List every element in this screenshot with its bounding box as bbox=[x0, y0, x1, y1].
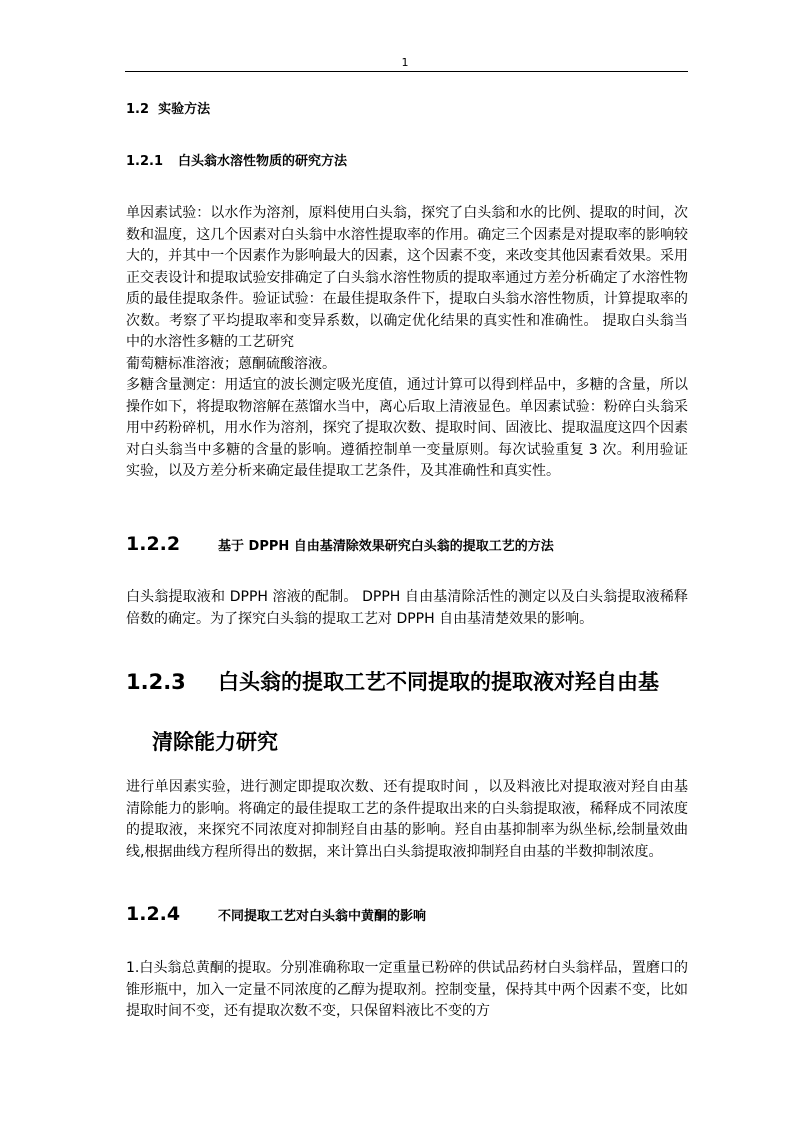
paragraph: 单因素试验：以水作为溶剂，原料使用白头翁，探究了白头翁和水的比例、提取的时间，次数和温度，这几个因素对白头翁中水溶性提取率的作用。确定三个因素是对提取率的影响较大的，并其中一个因素作为影响最大的因素，这个因素不变，来改变其他因素看效果。采用正交表设计和提取试验安排确定了白头翁水溶性物质的提取率通过方差分析确定了水溶性物质的最佳提取条件。验证试验：在最佳提取条件下，提取白头翁水溶性物质，计算提取率的次数。考察了平均提取率和变异系数，以确定优化结果的真实性和准确性。 提取白头翁当中的水溶性多糖的工艺研究 bbox=[126, 205, 688, 350]
paragraph: 进行单因素实验，进行测定即提取次数、还有提取时间 ，以及料液比对提取液对羟自由基清除能力的影响。将确定的最佳提取工艺的条件提取出来的白头翁提取液，稀释成不同浓度的提取液，来探究不同浓度对抑制羟自由基的影响。羟自由基抑制率为纵坐标,绘制量效曲线,根据曲线方程所得出的数据，来计算出白头翁提取液抑制羟自由基的半数抑制浓度。 bbox=[126, 779, 688, 860]
subsection-number: 1.2.1 bbox=[126, 154, 164, 169]
header-rule bbox=[125, 71, 688, 72]
paragraph: 葡萄糖标准溶液；蒽酮硫酸溶液。 bbox=[126, 355, 336, 372]
subsection-heading-1-2-1 bbox=[126, 150, 688, 169]
subsection-number: 1.2.3 bbox=[126, 670, 186, 694]
section-number: 1.2 bbox=[126, 102, 150, 117]
subsection-body-1-2-2 bbox=[126, 587, 688, 630]
subsection-body-1-2-3 bbox=[126, 777, 688, 863]
paragraph: 多糖含量测定：用适宜的波长测定吸光度值，通过计算可以得到样品中，多糖的含量，所以操作如下，将提取物溶解在蒸馏水当中，离心后取上清液显色。单因素试验：粉碎白头翁采用中药粉碎机，用水作为溶剂，探究了提取次数、提取时间、固液比、提取温度这四个因素对白头翁当中多糖的含量的影响。遵循控制单一变量原则。每次试验重复 3 次。利用验证实验，以及方差分析来确定最佳提取工艺条件，及其准确性和真实性。 bbox=[126, 377, 688, 479]
page-number: 1 bbox=[401, 56, 409, 69]
subsection-heading-1-2-3 bbox=[126, 652, 688, 772]
subsection-title: 基于 DPPH 自由基清除效果研究白头翁的提取工艺的方法 bbox=[218, 539, 554, 554]
section-title: 实验方法 bbox=[158, 102, 211, 117]
paragraph: 白头翁提取液和 DPPH 溶液的配制。 DPPH 自由基清除活性的测定以及白头翁提取液稀释倍数的确定。为了探究白头翁的提取工艺对 DPPH 自由基清楚效果的影响。 bbox=[126, 589, 688, 627]
subsection-title-line2: 清除能力研究 bbox=[152, 730, 278, 754]
subsection-number: 1.2.2 bbox=[126, 533, 181, 555]
section-heading bbox=[126, 98, 688, 117]
subsection-title: 不同提取工艺对白头翁中黄酮的影响 bbox=[218, 909, 427, 924]
subsection-title: 白头翁水溶性物质的研究方法 bbox=[178, 154, 348, 169]
paragraph: 1.白头翁总黄酮的提取。分别准确称取一定重量已粉碎的供试品药材白头翁样品，置磨口的锥形瓶中，加入一定量不同浓度的乙醇为提取剂。控制变量，保持其中两个因素不变，比如提取时间不变，还有提取次数不变，只保留料液比不变的方 bbox=[126, 960, 688, 1019]
subsection-number: 1.2.4 bbox=[126, 903, 181, 925]
subsection-body-1-2-1 bbox=[126, 203, 688, 483]
subsection-title-line1 bbox=[126, 652, 688, 712]
subsection-title: 白头翁的提取工艺不同提取的提取液对羟自由基 bbox=[218, 670, 659, 694]
subsection-heading-1-2-4 bbox=[126, 903, 688, 925]
subsection-body-1-2-4 bbox=[126, 958, 688, 1023]
subsection-heading-1-2-2 bbox=[126, 533, 688, 555]
